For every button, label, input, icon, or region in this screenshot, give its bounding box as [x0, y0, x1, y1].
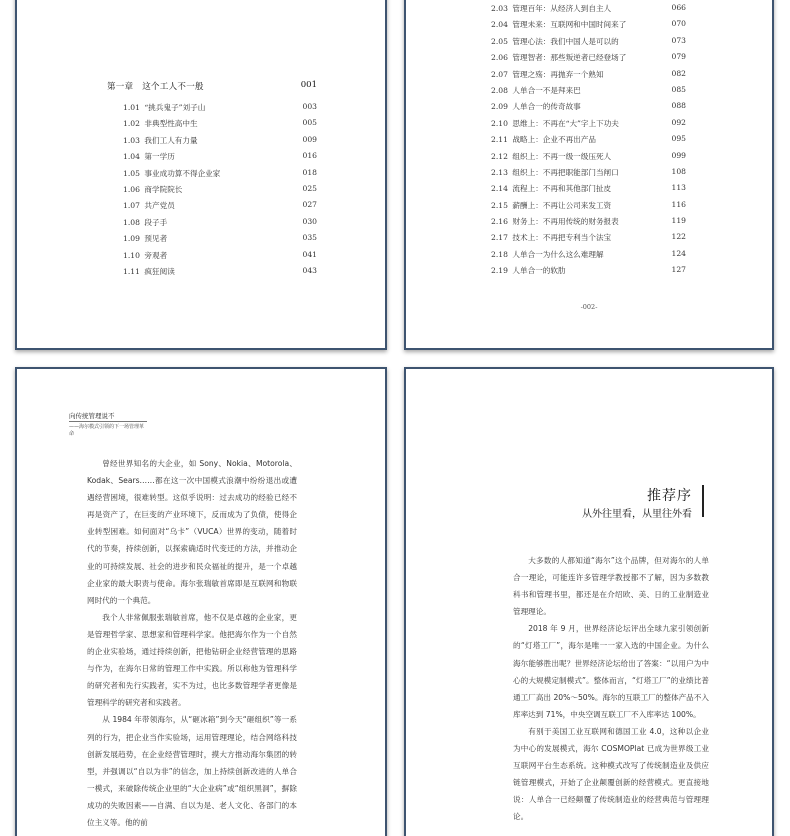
- toc-entry-title: 共产党员: [144, 201, 175, 211]
- toc-entry-title: 流程上：不再和其他部门扯皮: [512, 184, 612, 194]
- toc-entry-label: [123, 217, 167, 233]
- toc-entry-page: 018: [302, 167, 317, 177]
- toc-entry-label: [491, 151, 611, 167]
- toc-entry[interactable]: [123, 184, 317, 200]
- toc-entry-label: [491, 183, 611, 199]
- toc-entry-page: 016: [302, 151, 317, 161]
- book-page-toc-chapter-1: [15, 0, 387, 350]
- paragraph: 我个人非常佩服张瑞敏首席，他不仅是卓越的企业家，更是管理哲学家、思想家和管理科学家。他把海尔作为一个自然的企业实验场，通过持续创新，把他钻研企业经营管理的思路与作为，在海尔日常的管理工作中实践。所以称他为管理科学的研究者和先行实践者，实不为过，也比多数管理学者更像是管理科学的研究者和实践者。: [87, 612, 297, 708]
- toc-entry-title: 旁观者: [144, 250, 168, 260]
- toc-entry-number: 2.19: [491, 266, 508, 276]
- toc-entry-number: 2.03: [491, 4, 508, 13]
- toc-entry-title: 管理智者：那些叛逆者已经登场了: [512, 53, 627, 63]
- toc-entry-label: [123, 151, 175, 167]
- toc-chapter-title: 第一章 这个工人不一般: [107, 82, 204, 92]
- toc-entry-title: 第一学历: [144, 152, 175, 162]
- toc-entry[interactable]: [491, 118, 686, 134]
- toc-entry[interactable]: [123, 102, 317, 118]
- toc-entry-title: 人单合一的软肋: [512, 266, 566, 276]
- toc-entry-number: 1.03: [123, 135, 140, 145]
- toc-entry[interactable]: [123, 200, 317, 216]
- toc-entry-number: 1.07: [123, 201, 140, 211]
- toc-entry[interactable]: [491, 265, 686, 281]
- toc-entry-number: 2.15: [491, 200, 508, 210]
- toc-entry-number: 2.05: [491, 36, 508, 46]
- toc-entry-number: 2.12: [491, 151, 508, 161]
- toc-entry-number: 2.11: [491, 135, 508, 145]
- toc-entry-number: 1.04: [123, 152, 140, 162]
- body-text: [87, 455, 297, 831]
- toc-entry-label: [491, 19, 626, 35]
- toc-entry-page: 025: [302, 183, 317, 193]
- toc-entry-title: 人单合一的传奇故事: [512, 102, 581, 112]
- toc-entry-label: [491, 232, 611, 248]
- toc-entry[interactable]: [123, 168, 317, 184]
- toc-entry-title: 组织上：不再把职能部门当闸口: [512, 167, 619, 177]
- toc-entry[interactable]: [491, 52, 686, 68]
- toc-chapter-heading[interactable]: [107, 80, 317, 92]
- toc-entry-title: 管理心法：我们中国人是可以的: [512, 36, 619, 46]
- toc-entry-label: [123, 250, 167, 266]
- toc-entry-number: 1.11: [123, 266, 140, 276]
- toc-entry-label: [123, 233, 167, 249]
- toc-entry-number: 1.05: [123, 168, 140, 178]
- toc-entry-label: [491, 249, 604, 265]
- toc-entry-page: 099: [671, 150, 686, 160]
- toc-entry-number: 1.08: [123, 217, 140, 227]
- toc-entry-page: 041: [302, 249, 317, 259]
- toc-entry-page: 027: [302, 200, 317, 210]
- toc-entry-title: 段子手: [144, 217, 168, 227]
- paragraph: 有别于美国工业互联网和德国工业 4.0，这种以企业为中心的发展模式，海尔 COSMOPlat 已成为世界级工业互联网平台生态系统。这种模式改写了传统制造业及供应链管理模式，开始了企业颠覆创新的经营模式。更直接地说：人单合一已经颠覆了传统制造业的经营典范与管理理论。: [513, 726, 709, 822]
- body-text: [513, 552, 709, 826]
- toc-entry-number: 2.16: [491, 217, 508, 227]
- toc-entry-page: 005: [302, 118, 317, 128]
- toc-entry-page: 079: [671, 52, 686, 62]
- toc-entry[interactable]: [491, 216, 686, 232]
- toc-entry-title: 非典型性高中生: [144, 119, 198, 129]
- title-accent-bar: [702, 485, 704, 517]
- toc-entry-label: [491, 265, 566, 281]
- toc-entry-title: 思维上：不再在“大”字上下功夫: [512, 118, 619, 128]
- toc-entry-page: 035: [302, 233, 317, 243]
- toc-entry-title: 战略上：企业不再出产品: [512, 135, 596, 145]
- toc-entry-title: 人单合一为什么这么难理解: [512, 249, 604, 259]
- toc-list: [123, 102, 317, 282]
- toc-entry-label: [491, 85, 581, 101]
- toc-entry-label: [491, 52, 626, 68]
- toc-entry-number: 1.09: [123, 234, 140, 244]
- toc-entry[interactable]: [491, 85, 686, 101]
- toc-entry-title: 技术上：不再把专利当个法宝: [512, 233, 612, 243]
- toc-entry[interactable]: [491, 19, 686, 35]
- toc-entry[interactable]: [123, 151, 317, 167]
- toc-chapter-page: 001: [300, 80, 317, 90]
- toc-entry-page: 108: [671, 166, 686, 176]
- toc-entry[interactable]: [491, 200, 686, 216]
- toc-entry-title: 财务上：不再用传统的财务报表: [512, 217, 619, 227]
- toc-entry-number: 2.08: [491, 85, 508, 95]
- toc-entry-page: 070: [671, 19, 686, 29]
- toc-entry-title: 商学院院长: [144, 184, 183, 194]
- toc-entry-page: 030: [302, 216, 317, 226]
- toc-entry[interactable]: [491, 232, 686, 248]
- toc-entry-label: [123, 266, 175, 282]
- toc-entry-page: 119: [671, 216, 686, 226]
- toc-entry[interactable]: [491, 134, 686, 150]
- toc-entry[interactable]: [123, 266, 317, 282]
- toc-entry-number: 1.06: [123, 184, 140, 194]
- toc-entry-label: [491, 167, 619, 183]
- toc-entry-title: 组织上：不再一级一级压死人: [512, 151, 612, 161]
- running-header-subtitle: ——海尔模式引领的下一场管理革命: [69, 421, 147, 437]
- paragraph: 从 1984 年带领海尔，从“砸冰箱”到今天“砸组织”等一系列的行为，把企业当作实验场，运用管理理论，结合网络科技创新发展趋势，在企业经营管理时，摸大方推动海尔集团的转型，并强调以“自以为非”的信念，加上持续创新改进的人单合一模式，来破除传统企业里的“大企业病”或“组织黑洞”，摒除成功的失败因素——自满、自以为是、老人文化、各部门的本位主义等。他的前: [87, 715, 297, 827]
- toc-entry-title: 疯狂阅读: [144, 266, 175, 276]
- toc-entry-number: 1.01: [123, 103, 140, 112]
- toc-entry-page: 088: [671, 101, 686, 111]
- toc-entry-title: 事业成功算不得企业家: [144, 168, 221, 178]
- paragraph: 曾经世界知名的大企业，如 Sony、Nokia、Motorola、Kodak、Sears……都在这一次中国模式浪潮中纷纷退出或遭遇经营困境，很难转型。这似乎说明：过去成功的经验已经不再是资产了，在巨变的产业环境下，反而成为了负债，使得企业转型困难。如何面对“乌卡”（VUCA）世界的变动，随着时代的节奏，持续创新，以探索确适时代变迁的方法，并推动企业的可持续发展、社会的进步和民众福祉的提升，是一个卓越企业家的最大职责与使命。海尔张瑞敏首席即是互联网和物联网时代的一个典范。: [87, 459, 297, 605]
- toc-entry-number: 1.02: [123, 119, 140, 129]
- toc-entry-page: 092: [671, 117, 686, 127]
- toc-entry-number: 2.09: [491, 102, 508, 112]
- toc-entry-number: 2.06: [491, 53, 508, 63]
- toc-entry-number: 2.14: [491, 184, 508, 194]
- toc-entry-title: 预见者: [144, 234, 168, 244]
- page-number-footer: -002-: [580, 303, 598, 311]
- toc-entry-title: 我们工人有力量: [144, 135, 198, 145]
- toc-entry-label: [491, 36, 619, 52]
- toc-entry-number: 2.04: [491, 20, 508, 30]
- running-header: [69, 411, 147, 437]
- toc-entry-page: 122: [671, 232, 686, 242]
- toc-entry-title: “挑兵鬼子”刘子山: [144, 103, 206, 112]
- toc-entry[interactable]: [491, 151, 686, 167]
- paragraph: 大多数的人都知道“海尔”这个品牌，但对海尔的人单合一理论，可能连许多管理学教授都不了解，因为多数教科书和管理书里，都还是在介绍欧、美、日的工业制造业管理理论。: [513, 556, 709, 617]
- toc-entry-page: 043: [302, 265, 317, 275]
- toc-entry-label: [123, 102, 205, 118]
- toc-entry-number: 2.13: [491, 167, 508, 177]
- toc-entry[interactable]: [491, 36, 686, 52]
- preface-title: 推荐序: [647, 488, 692, 504]
- toc-entry-page: 116: [671, 199, 686, 209]
- toc-entry-title: 薪酬上：不再让公司来发工资: [512, 200, 612, 210]
- toc-entry[interactable]: [491, 183, 686, 199]
- toc-entry-label: [491, 69, 604, 85]
- toc-entry-title: 人单合一不是拜来巴: [512, 85, 581, 95]
- toc-entry[interactable]: [491, 101, 686, 117]
- toc-entry-label: [123, 184, 182, 200]
- toc-entry-title: 管理未来：互联网和中国时间来了: [512, 20, 627, 30]
- toc-entry-label: [491, 216, 619, 232]
- toc-entry-title: 管理百年：从经济人到自主人: [512, 4, 612, 13]
- toc-entry-page: 085: [671, 84, 686, 94]
- toc-entry-label: [123, 168, 220, 184]
- toc-entry[interactable]: [123, 250, 317, 266]
- toc-entry-label: [491, 134, 596, 150]
- toc-entry-number: 2.17: [491, 233, 508, 243]
- toc-entry-page: 095: [671, 134, 686, 144]
- toc-entry-label: [123, 200, 175, 216]
- toc-entry[interactable]: [491, 249, 686, 265]
- toc-entry[interactable]: [491, 3, 686, 19]
- toc-entry-page: 082: [671, 68, 686, 78]
- toc-entry-label: [491, 101, 581, 117]
- running-header-title: 向传统管理说不: [69, 412, 115, 420]
- toc-entry-page: 003: [302, 102, 317, 111]
- toc-entry[interactable]: [491, 167, 686, 183]
- toc-entry-label: [123, 118, 198, 134]
- toc-entry-label: [491, 200, 611, 216]
- toc-entry-label: [491, 118, 619, 134]
- toc-entry[interactable]: [123, 135, 317, 151]
- book-page-body: [15, 367, 387, 836]
- toc-entry[interactable]: [123, 118, 317, 134]
- toc-entry-page: 073: [671, 35, 686, 45]
- toc-entry[interactable]: [123, 217, 317, 233]
- toc-entry[interactable]: [491, 69, 686, 85]
- book-page-toc-chapter-2: [404, 0, 774, 350]
- toc-entry-title: 管理之殇：再抛弃一个熟知: [512, 69, 604, 79]
- toc-entry-number: 2.10: [491, 118, 508, 128]
- toc-entry-page: 127: [671, 265, 686, 275]
- toc-entry-number: 2.07: [491, 69, 508, 79]
- toc-list: [491, 3, 686, 282]
- book-page-preface: [404, 367, 774, 836]
- paragraph: 2018 年 9 月，世界经济论坛评出全球九家引领创新的“灯塔工厂”，海尔是唯一一家入选的中国企业。为什么海尔能够胜出呢？世界经济论坛给出了答案：“以用户为中心的大规模定制模式”。整体而言，“灯塔工厂”的业绩比普通工厂高出 20%～50%。海尔的互联工厂的整体产品不入库率达到 71%，中央空调互联工厂不入库率达 100%。: [513, 624, 709, 719]
- toc-entry-number: 1.10: [123, 250, 140, 260]
- preface-subtitle: 从外往里看，从里往外看: [582, 509, 692, 520]
- toc-entry-page: 066: [671, 3, 686, 12]
- toc-entry-page: 009: [302, 134, 317, 144]
- toc-entry-label: [123, 135, 198, 151]
- toc-entry-number: 2.18: [491, 249, 508, 259]
- toc-entry-page: 124: [671, 248, 686, 258]
- toc-entry[interactable]: [123, 233, 317, 249]
- toc-entry-label: [491, 3, 611, 19]
- toc-entry-page: 113: [671, 183, 686, 193]
